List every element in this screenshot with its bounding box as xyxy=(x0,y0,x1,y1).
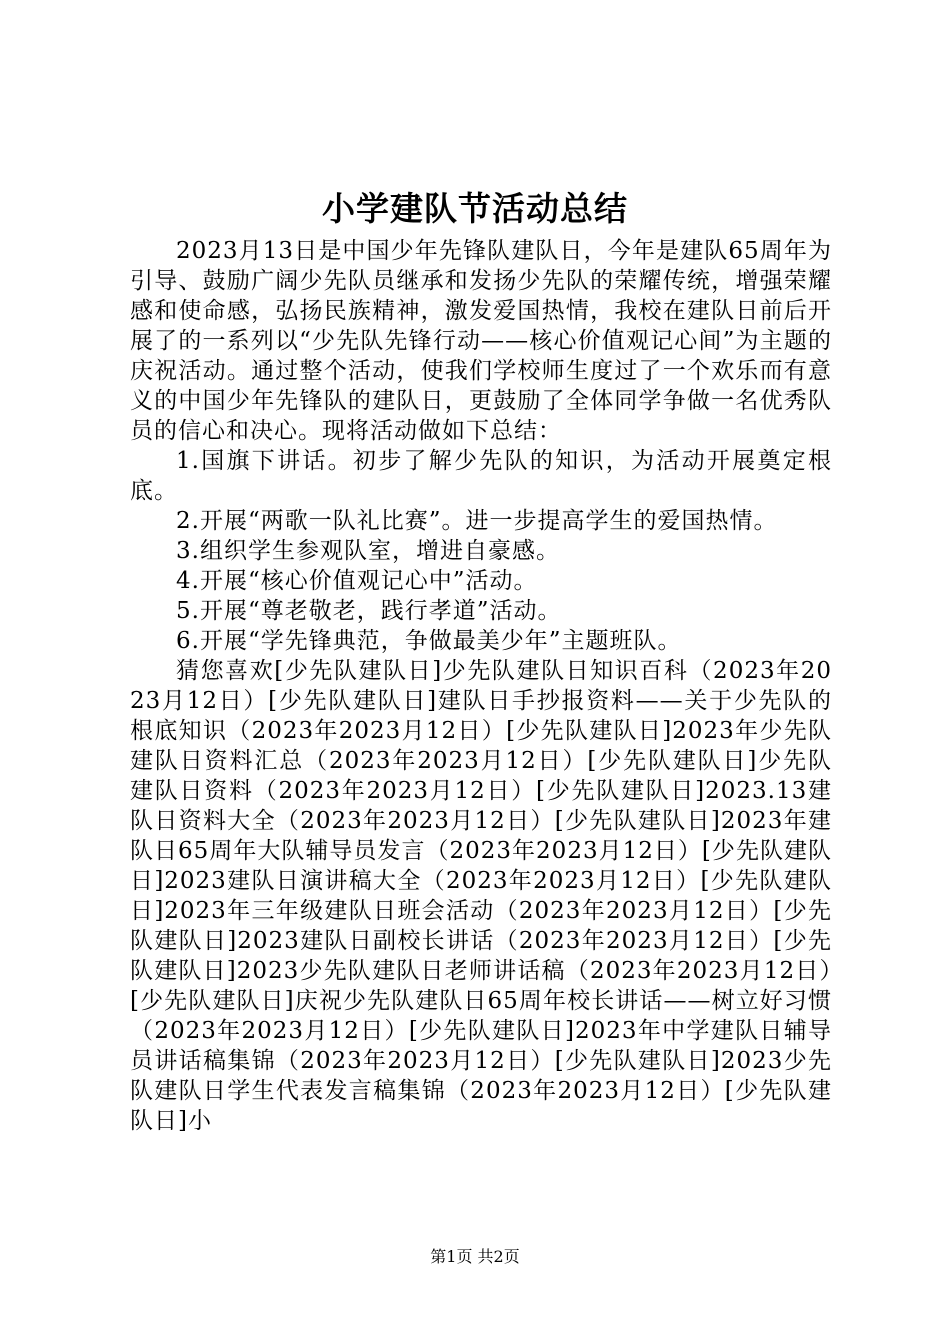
list-item: 4.开展“核心价值观记心中”活动。 xyxy=(176,568,538,594)
page-footer: 第1页 共2页 xyxy=(430,1247,520,1266)
list-item: 5.开展“尊老敬老，践行孝道”活动。 xyxy=(176,598,562,624)
list-item: 3.组织学生参观队室，增进自豪感。 xyxy=(176,538,560,564)
list-item: 1.国旗下讲话。初步了解少先队的知识，为活动开展奠定根底。 xyxy=(130,448,832,504)
list-item: 6.开展“学先锋典范，争做最美少年”主题班队。 xyxy=(176,628,682,654)
list-item: 2.开展“两歌一队礼比赛”。进一步提高学生的爱国热情。 xyxy=(176,508,778,534)
intro-paragraph: 2023月13日是中国少年先锋队建队日，今年是建队65周年为引导、鼓励广阔少先队员继承和发扬少先队的荣耀传统，增强荣耀感和使命感，弘扬民族精神，激发爱国热情，我校在建队日前后开展了的一系列以“少先队先锋行动——核心价值观记心间”为主题的庆祝活动。通过整个活动，使我们学校师生度过了一个欢乐而有意义的中国少年先锋队的建队日，更鼓励了全体同学争做一名优秀队员的信心和决心。现将活动做如下总结： xyxy=(130,238,832,444)
document-title: 小学建队节活动总结 xyxy=(322,189,628,228)
document-body xyxy=(130,236,832,1136)
related-articles-paragraph: 猜您喜欢[少先队建队日]少先队建队日知识百科（2023年2023月12日）[少先队建队日]建队日手抄报资料——关于少先队的根底知识（2023年2023月12日）[少先队建队日]2023年少先队建队日资料汇总（2023年2023月12日）[少先队建队日]少先队建队日资料（2023年2023月12日）[少先队建队日]2023.13建队日资料大全（2023年2023月12日）[少先队建队日]2023年建队日65周年大队辅导员发言（2023年2023月12日）[少先队建队日]2023建队日演讲稿大全（2023年2023月12日）[少先队建队日]2023年三年级建队日班会活动（2023年2023月12日）[少先队建队日]2023建队日副校长讲话（2023年2023月12日）[少先队建队日]2023少先队建队日老师讲话稿（2023年2023月12日）[少先队建队日]庆祝少先队建队日65周年校长讲话——树立好习惯（2023年2023月12日）[少先队建队日]2023年中学建队日辅导员讲话稿集锦（2023年2023月12日）[少先队建队日]2023少先队建队日学生代表发言稿集锦（2023年2023月12日）[少先队建队日]小 xyxy=(130,658,832,1134)
